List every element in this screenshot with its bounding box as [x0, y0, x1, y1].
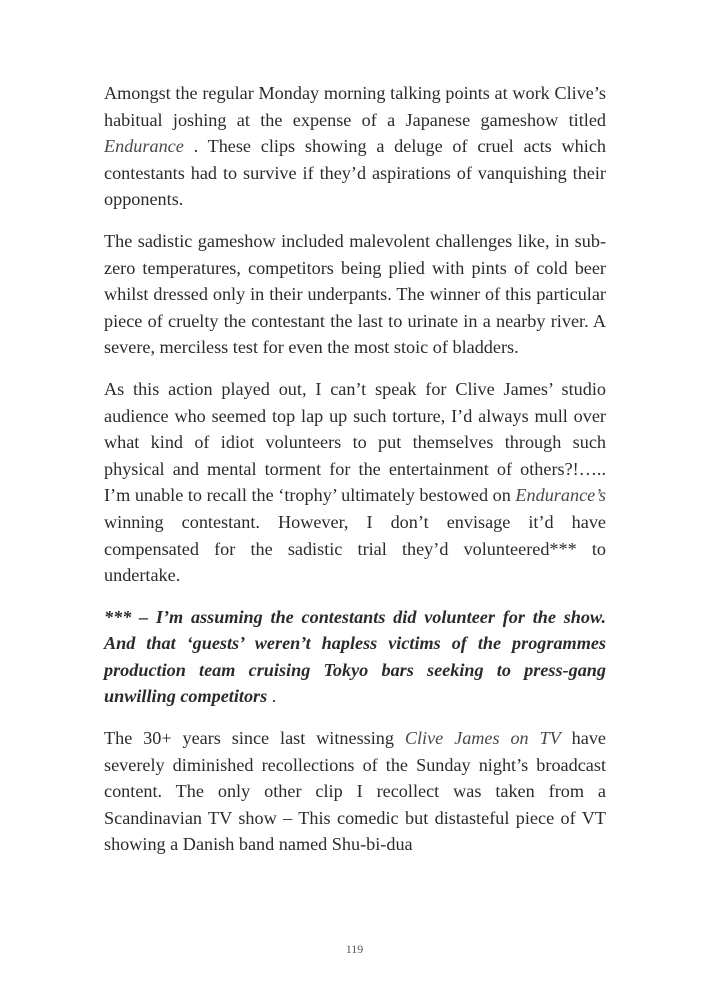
paragraph-1-text-a: Amongst the regular Monday morning talking points at work Clive’s habitual joshing at the expense of a Japanese gameshow titled [104, 83, 606, 130]
body-text [104, 80, 606, 858]
paragraph-3-text-a: As this action played out, I can’t speak for Clive James’ studio audience who seemed top lap up such torture, I’d always mull over what kind of idiot volunteers to put themselves through such physical and mental torment for the entertainment of others?!….. I’m unable to recall the ‘trophy’ ultimately bestowed on [104, 378, 606, 506]
footnote-end: . [267, 686, 277, 707]
paragraph-5-text-b: have severely diminished recollections of the Sunday night’s broadcast content. The only other clip I recollect was taken from a Scandinavian TV show – This comedic but distasteful piece of VT showing a Danish band named Shu-bi-dua [104, 728, 607, 855]
paragraph-5-text-a: The 30+ years since last witnessing [104, 728, 405, 749]
paragraph-1 [104, 80, 606, 213]
paragraph-3 [104, 376, 606, 589]
paragraph-2: The sadistic gameshow included malevolent challenges like, in sub-zero temperatures, competitors being plied with pints of cold beer whilst dressed only in their underpants. The winner of this particular piece of cruelty the contestant the last to urinate in a nearby river. A severe, merciless test for even the most stoic of bladders. [104, 230, 606, 358]
paragraph-5 [104, 725, 606, 858]
show-title-endurance: Endurance [104, 136, 184, 157]
page-number: 119 [345, 942, 364, 956]
footnote-paragraph [104, 604, 606, 710]
paragraph-1-text-b: . These clips showing a deluge of cruel acts which contestants had to survive if they’d aspirations of vanquishing their opponents. [104, 136, 606, 210]
show-title-clive-james-on-tv: Clive James on TV [404, 728, 561, 749]
paragraph-3-text-b: winning contestant. However, I don’t envisage it’d have compensated for the sadistic trial they’d volunteered*** to undertake. [104, 511, 606, 586]
footnote-text: *** – I’m assuming the contestants did volunteer for the show. And that ‘guests’ weren’t hapless victims of the programmes production team cruising Tokyo bars seeking to press-gang unwilling competitors [104, 606, 606, 707]
show-title-endurances: Endurance’s [515, 485, 606, 506]
